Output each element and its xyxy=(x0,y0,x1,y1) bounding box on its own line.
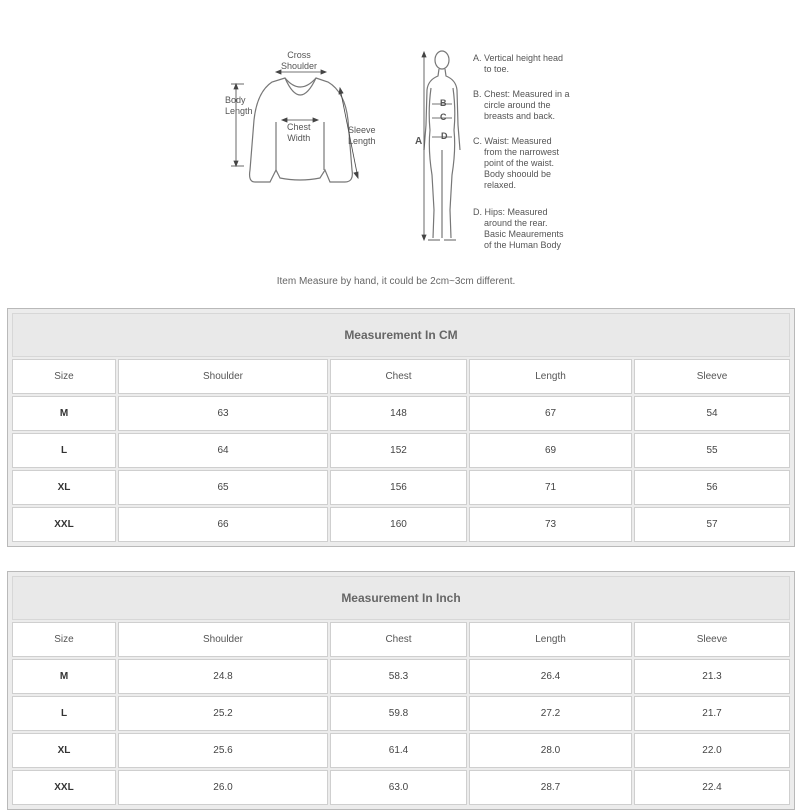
header-shoulder: Shoulder xyxy=(118,359,328,394)
diagram-illustration xyxy=(0,0,800,300)
table-cell: 73 xyxy=(469,507,632,542)
header-size: Size xyxy=(12,622,116,657)
table-cell: 61.4 xyxy=(330,733,467,768)
table-row xyxy=(12,659,790,694)
table-row xyxy=(12,507,790,542)
header-sleeve: Sleeve xyxy=(634,622,790,657)
table-cell: 152 xyxy=(330,433,467,468)
size-cell: XL xyxy=(12,470,116,505)
size-cell: M xyxy=(12,396,116,431)
size-cell: XXL xyxy=(12,507,116,542)
table-title: Measurement In Inch xyxy=(12,576,790,620)
table-cell: 58.3 xyxy=(330,659,467,694)
table-cell: 24.8 xyxy=(118,659,328,694)
table-cell: 21.7 xyxy=(634,696,790,731)
table-cell: 21.3 xyxy=(634,659,790,694)
definition-c: C. Waist: Measured from the narrowest point of the waist. Body shoould be relaxed. xyxy=(473,136,560,190)
sleeve-length-label: Sleeve Length xyxy=(348,125,376,146)
header-sleeve: Sleeve xyxy=(634,359,790,394)
table-cell: 57 xyxy=(634,507,790,542)
table-cell: 28.7 xyxy=(469,770,632,805)
table-cell: 64 xyxy=(118,433,328,468)
table-row xyxy=(12,470,790,505)
table-cell: 22.0 xyxy=(634,733,790,768)
letter-b: B xyxy=(440,98,447,108)
size-cell: L xyxy=(12,433,116,468)
body-length-label: Body Length xyxy=(225,95,253,116)
size-cell: XL xyxy=(12,733,116,768)
table-cell: 25.6 xyxy=(118,733,328,768)
table-cell: 26.4 xyxy=(469,659,632,694)
table-cell: 148 xyxy=(330,396,467,431)
header-chest: Chest xyxy=(330,359,467,394)
size-cell: XXL xyxy=(12,770,116,805)
table-cell: 63.0 xyxy=(330,770,467,805)
definition-b: B. Chest: Measured in a circle around the breasts and back. xyxy=(473,89,570,121)
table-row xyxy=(12,696,790,731)
chest-width-label: Chest Width xyxy=(287,122,311,143)
table-header-row xyxy=(12,622,790,657)
table-cell: 59.8 xyxy=(330,696,467,731)
table-cell: 27.2 xyxy=(469,696,632,731)
table-cell: 65 xyxy=(118,470,328,505)
header-length: Length xyxy=(469,359,632,394)
table-cell: 28.0 xyxy=(469,733,632,768)
header-size: Size xyxy=(12,359,116,394)
table-row xyxy=(12,433,790,468)
table-row xyxy=(12,396,790,431)
letter-d: D xyxy=(441,131,448,141)
table-cell: 63 xyxy=(118,396,328,431)
table-cell: 26.0 xyxy=(118,770,328,805)
table-cell: 69 xyxy=(469,433,632,468)
definition-d: D. Hips: Measured around the rear. Basic Meaurements of the Human Body xyxy=(473,207,564,250)
header-shoulder: Shoulder xyxy=(118,622,328,657)
table-cell: 71 xyxy=(469,470,632,505)
size-cell: L xyxy=(12,696,116,731)
human-figure xyxy=(424,51,460,240)
table-header-row xyxy=(12,359,790,394)
table-cell: 67 xyxy=(469,396,632,431)
letter-a: A xyxy=(415,136,423,147)
cross-shoulder-label: Cross Shoulder xyxy=(281,50,318,71)
measure-note: Item Measure by hand, it could be 2cm~3cm different. xyxy=(276,276,516,287)
table-cell: 22.4 xyxy=(634,770,790,805)
body-measure-lines xyxy=(422,52,452,240)
inch-size-table xyxy=(7,571,795,810)
size-cell: M xyxy=(12,659,116,694)
table-cell: 55 xyxy=(634,433,790,468)
cm-size-table xyxy=(7,308,795,547)
header-chest: Chest xyxy=(330,622,467,657)
header-length: Length xyxy=(469,622,632,657)
table-cell: 160 xyxy=(330,507,467,542)
table-cell: 66 xyxy=(118,507,328,542)
table-cell: 25.2 xyxy=(118,696,328,731)
table-cell: 56 xyxy=(634,470,790,505)
table-title: Measurement In CM xyxy=(12,313,790,357)
definition-a: A. Vertical height head to toe. xyxy=(473,53,564,74)
table-cell: 156 xyxy=(330,470,467,505)
table-row xyxy=(12,733,790,768)
letter-c: C xyxy=(440,112,447,122)
measurement-diagram xyxy=(0,0,800,300)
table-cell: 54 xyxy=(634,396,790,431)
